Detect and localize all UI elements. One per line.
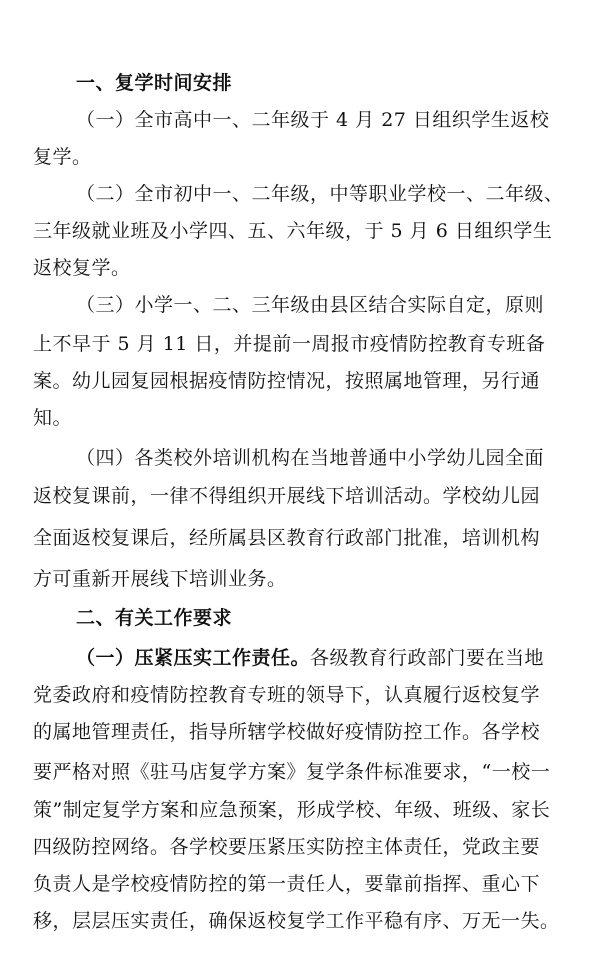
paragraph-line	[76, 645, 544, 671]
paragraph-line: 三年级就业班及小学四、五、六年级，于 5 月 6 日组织学生	[33, 220, 553, 242]
paragraph-text: 各级教育行政部门要在当地	[310, 647, 545, 669]
paragraph-line: （四）各类校外培训机构在当地普通中小学幼儿园全面	[76, 447, 545, 469]
paragraph-line: 上不早于 5 月 11 日，并提前一周报市疫情防控教育专班备	[33, 333, 546, 355]
paragraph-line: 四级防控网络。各学校要压紧压实防控主体责任，党政主要	[33, 836, 541, 858]
paragraph-line: 知。	[33, 407, 73, 429]
paragraph-line: 案。幼儿园复园根据疫情防控情况，按照属地管理，另行通	[33, 370, 541, 392]
paragraph-line: 负责人是学校疫情防控的第一责任人，要靠前指挥、重心下	[33, 873, 541, 895]
section-heading-requirements: 二、有关工作要求	[76, 607, 233, 629]
paragraph-line: 方可重新开展线下培训业务。	[33, 568, 287, 590]
paragraph-line: 返校复课前，一律不得组织开展线下培训活动。学校幼儿园	[33, 485, 541, 507]
paragraph-line: 移，层层压实责任，确保返校复学工作平稳有序、万无一失。	[33, 910, 560, 932]
paragraph-line: 全面返校复课后，经所属县区教育行政部门批准，培训机构	[33, 527, 541, 549]
section-heading-schedule: 一、复学时间安排	[76, 72, 233, 94]
paragraph-line: 策”制定复学方案和应急预案，形成学校、年级、班级、家长	[33, 799, 551, 821]
paragraph-line: 的属地管理责任，指导所辖学校做好疫情防控工作。各学校	[33, 721, 541, 743]
paragraph-line: 返校复学。	[33, 257, 131, 279]
paragraph-line: 要严格对照《驻马店复学方案》复学条件标准要求，“一校一	[33, 761, 551, 783]
paragraph-line: （三）小学一、二、三年级由县区结合实际自定，原则	[76, 294, 545, 316]
subheading-responsibility: （一）压紧压实工作责任。	[76, 647, 311, 669]
paragraph-line: （二）全市初中一、二年级，中等职业学校一、二年级、	[76, 183, 564, 205]
paragraph-line: （一）全市高中一、二年级于 4 月 27 日组织学生返校	[76, 109, 550, 131]
paragraph-line: 党委政府和疫情防控教育专班的领导下，认真履行返校复学	[33, 684, 541, 706]
paragraph-line: 复学。	[33, 146, 92, 168]
